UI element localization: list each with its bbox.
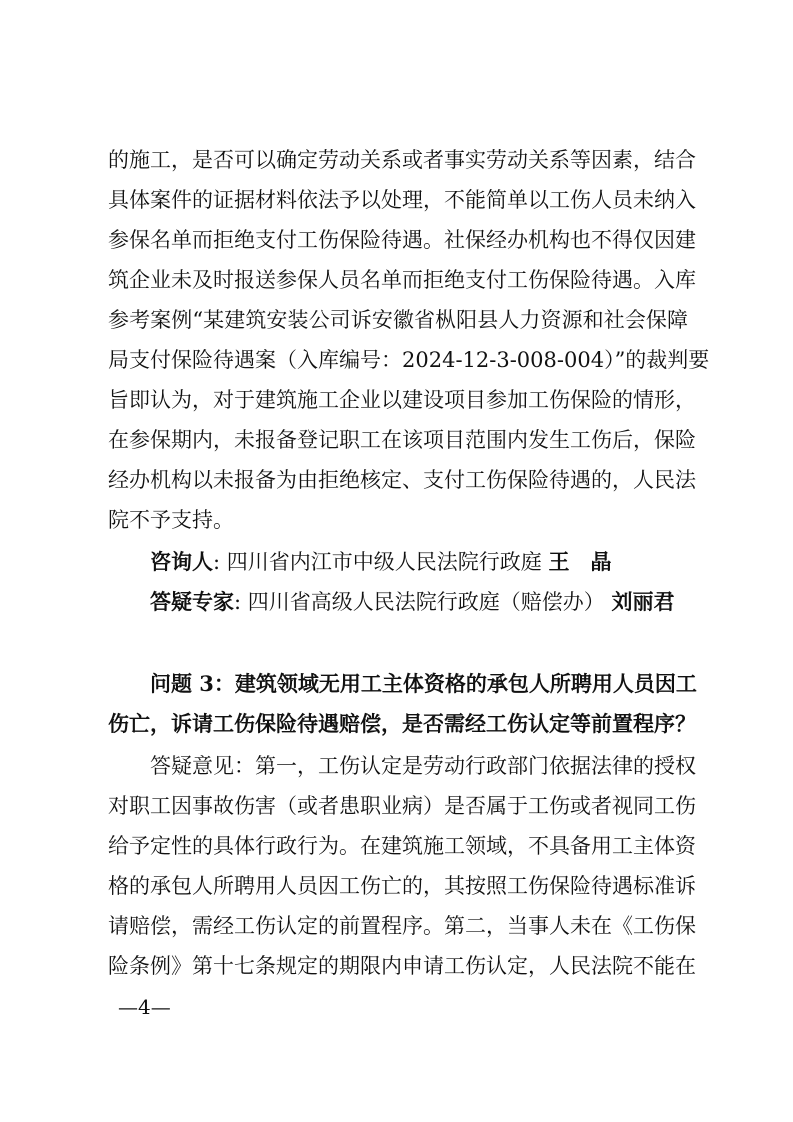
paragraph-line: 参保名单而拒绝支付工伤保险待遇。社保经办机构也不得仅因建 (108, 228, 696, 252)
paragraph-line: 旨即认为，对于建筑施工企业以建设项目参加工伤保险的情形， (108, 388, 696, 412)
answer-line: 格的承包人所聘用人员因工伤亡的，其按照工伤保险待遇标准诉 (108, 874, 696, 898)
answer-line: 答疑意见：第一，工伤认定是劳动行政部门依据法律的授权 (150, 754, 696, 778)
page-number: —4— (118, 995, 171, 1019)
expert-org: 四川省高级人民法院行政庭（赔偿办） (247, 590, 605, 614)
paragraph-line: 具体案件的证据材料依法予以处理，不能简单以工伤人员未纳入 (108, 188, 696, 212)
paragraph-line: 在参保期内，未报备登记职工在该项目范围内发生工伤后，保险 (108, 428, 696, 452)
answer-line: 对职工因事故伤害（或者患职业病）是否属于工伤或者视同工伤 (108, 794, 696, 818)
consultant-line (150, 542, 688, 582)
expert-name: 刘丽君 (611, 589, 675, 614)
consultant-label: 咨询人 (150, 549, 213, 574)
question-heading-line: 伤亡，诉请工伤保险待遇赔偿，是否需经工伤认定等前置程序？ (108, 711, 696, 736)
paragraph-line: 参考案例“某建筑安装公司诉安徽省枞阳县人力资源和社会保障 (108, 308, 688, 332)
answer-line: 给予定性的具体行政行为。在建筑施工领域，不具备用工主体资 (108, 834, 696, 858)
paragraph-line: 筑企业未及时报送参保人员名单而拒绝支付工伤保险待遇。入库 (108, 268, 696, 292)
paragraph-line: 院不予支持。 (108, 508, 234, 532)
paragraph-line: 局支付保险待遇案（入库编号：2024-12-3-008-004）”的裁判要 (108, 348, 710, 372)
expert-label: 答疑专家 (150, 589, 234, 614)
expert-line (150, 582, 688, 622)
consultant-name: 王 晶 (548, 549, 612, 574)
paragraph-line: 经办机构以未报备为由拒绝核定、支付工伤保险待遇的，人民法 (108, 468, 696, 492)
consultant-org: 四川省内江市中级人民法院行政庭 (226, 550, 542, 574)
answer-line: 请赔偿，需经工伤认定的前置程序。第二，当事人未在《工伤保 (108, 914, 696, 938)
paragraph-line: 的施工，是否可以确定劳动关系或者事实劳动关系等因素，结合 (108, 148, 696, 172)
question-heading-line: 问题 3：建筑领域无用工主体资格的承包人所聘用人员因工 (150, 671, 697, 696)
answer-line: 险条例》第十七条规定的期限内申请工伤认定，人民法院不能在 (108, 954, 696, 978)
consultant-colon: : (213, 550, 221, 574)
expert-colon: : (234, 590, 242, 614)
